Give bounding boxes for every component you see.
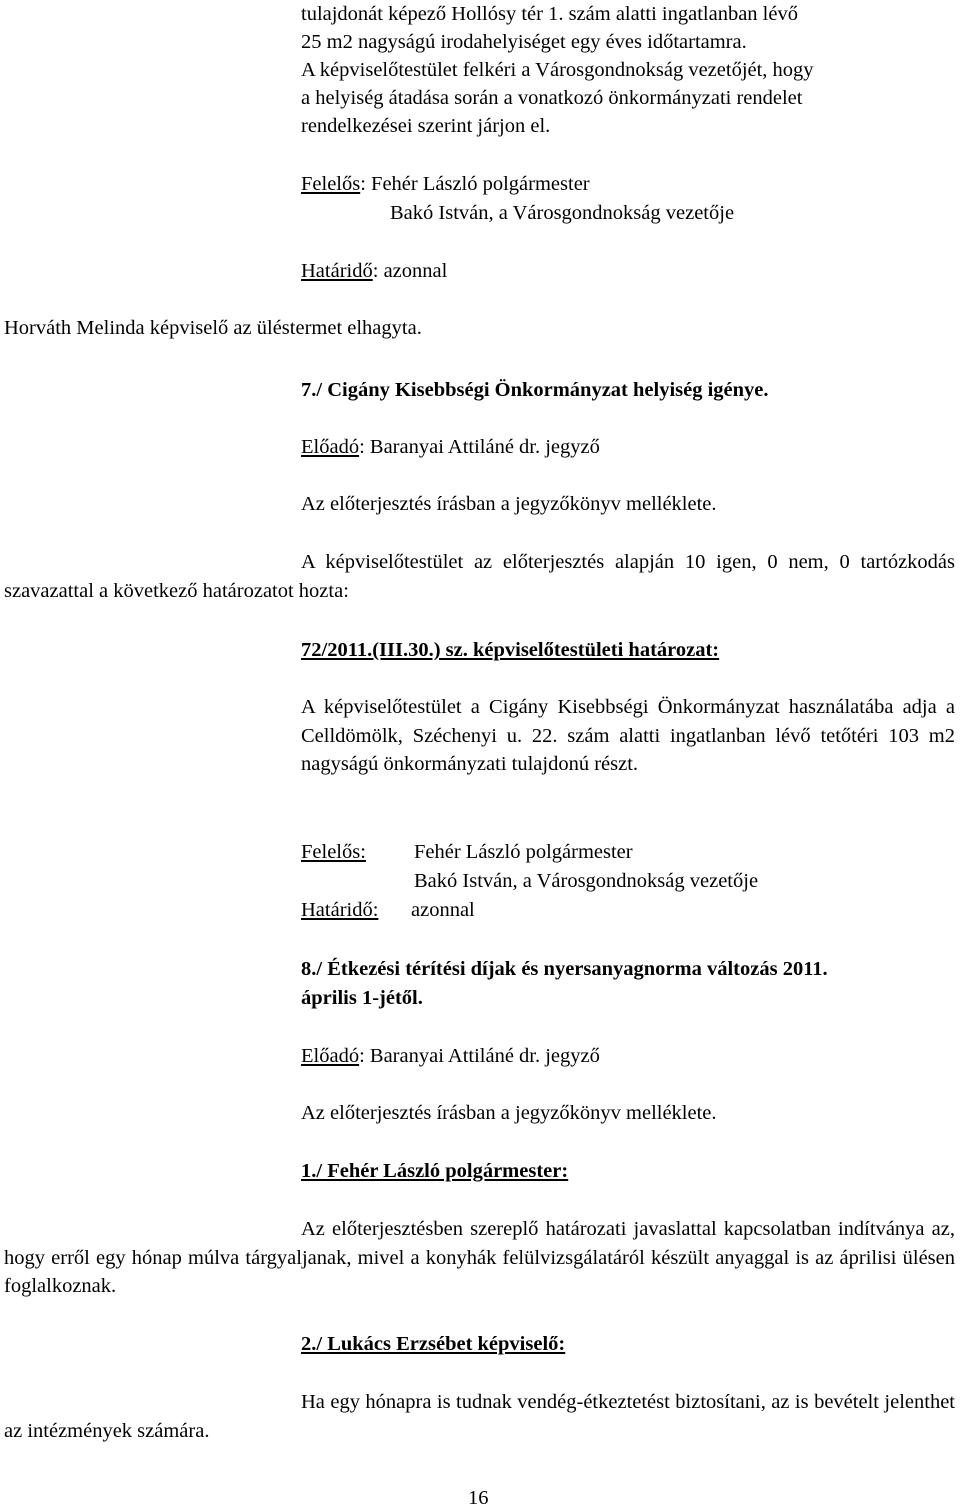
- presenter-line: [301, 433, 600, 461]
- deadline-label-2: Határidő:: [301, 899, 379, 921]
- deadline-value-2: azonnal: [411, 899, 475, 921]
- presenter-value: : Baranyai Attiláné dr. jegyző: [359, 436, 600, 458]
- responsible-label: Felelős: [301, 173, 361, 195]
- deadline-value: azonnal: [383, 260, 448, 282]
- text-line: tulajdonát képező Hollósy tér 1. szám alatti ingatlanban lévő: [301, 3, 798, 25]
- speaker-text-2: Ha egy hónapra is tudnak vendég-étkeztetést biztosítani, az is bevételt jelenthet az intézmények számára.: [4, 1391, 955, 1442]
- text-line: a helyiség átadása során a vonatkozó önkormányzati rendelet: [301, 87, 803, 109]
- presenter-value-8: : Baranyai Attiláné dr. jegyző: [359, 1045, 600, 1067]
- resolution-title: 72/2011.(III.30.) sz. képviselőtestületi határozat:: [301, 639, 720, 661]
- deadline-line: [301, 257, 447, 285]
- presenter-line-8: [301, 1042, 600, 1070]
- agenda-item-8-title: 8./ Étkezési térítési díjak és nyersanyagnorma változás 2011.: [301, 958, 828, 980]
- deadline-label: Határidő: [301, 260, 373, 282]
- responsible-name-b: Bakó István, a Városgondnokság vezetője: [414, 870, 759, 892]
- agenda-item-8-title-2: április 1-jétől.: [301, 987, 423, 1009]
- responsible-name-2: Bakó István, a Városgondnokság vezetője: [390, 202, 735, 224]
- presenter-label-8: Előadó: [301, 1045, 360, 1067]
- resolution-text: A képviselőtestület a Cigány Kisebbségi Önkormányzat használatába adja a Celldömölk, Széchenyi u. 22. szám alatti ingatlanban lévő tetőtéri 103 m2 nagyságú önkormányzati tulajdonú részt.: [301, 696, 955, 775]
- speaker-text-1: Az előterjesztésben szereplő határozati javaslattal kapcsolatban indítványa az, hogy erről egy hónap múlva tárgyaljanak, mivel a konyhák felülvizsgálatáról készült anyaggal is az áprilisi ülésen foglalkoznak.: [4, 1218, 955, 1297]
- speaker-heading-2: 2./ Lukács Erzsébet képviselő:: [301, 1333, 566, 1355]
- note-left: Horváth Melinda képviselő az üléstermet elhagyta.: [4, 317, 422, 339]
- text-line: rendelkezései szerint járjon el.: [301, 115, 551, 137]
- presenter-label: Előadó: [301, 436, 360, 458]
- responsible-label-2: Felelős:: [301, 841, 366, 863]
- agenda-item-7-title: 7./ Cigány Kisebbségi Önkormányzat helyiség igénye.: [301, 379, 769, 401]
- vote-paragraph: A képviselőtestület az előterjesztés alapján 10 igen, 0 nem, 0 tartózkodás szavazattal a következő határozatot hozta:: [4, 551, 955, 602]
- responsible-colon: :: [360, 173, 366, 195]
- attachment-note-8: Az előterjesztés írásban a jegyzőkönyv melléklete.: [301, 1102, 717, 1124]
- responsible-name-a: Fehér László polgármester: [414, 841, 633, 863]
- attachment-note: Az előterjesztés írásban a jegyzőkönyv melléklete.: [301, 493, 717, 515]
- responsible-line: [301, 170, 590, 198]
- deadline-colon: :: [372, 260, 379, 282]
- speaker-heading-1: 1./ Fehér László polgármester:: [301, 1160, 569, 1182]
- text-line: 25 m2 nagyságú irodahelyiséget egy éves időtartamra.: [301, 31, 747, 53]
- responsible-name: Fehér László polgármester: [371, 173, 590, 195]
- text-line: A képviselőtestület felkéri a Városgondnokság vezetőjét, hogy: [301, 59, 814, 81]
- page-number: 16: [468, 1487, 489, 1509]
